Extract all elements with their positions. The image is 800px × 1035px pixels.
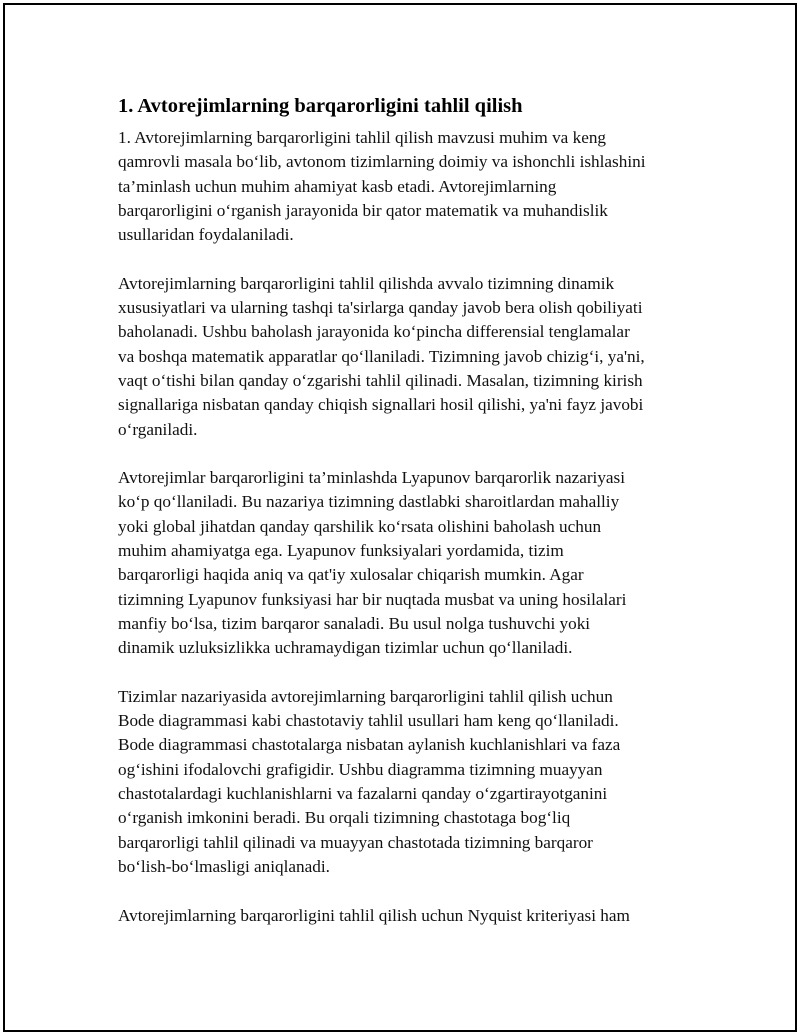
text-line: baholanadi. Ushbu baholash jarayonida ko‘pincha differensial tenglamalar [118, 322, 630, 342]
text-line: va boshqa matematik apparatlar qo‘llaniladi. Tizimning javob chizig‘i, ya'ni, [118, 346, 645, 366]
text-line: vaqt o‘tishi bilan qanday o‘zgarishi tahlil qilinadi. Masalan, tizimning kirish [118, 370, 643, 390]
text-line: usullaridan foydalaniladi. [118, 225, 294, 245]
text-line: Avtorejimlarning barqarorligini tahlil qilish uchun Nyquist kriteriyasi ham [118, 905, 630, 925]
text-line: Tizimlar nazariyasida avtorejimlarning barqarorligini tahlil qilish uchun [118, 686, 613, 706]
text-line: o‘rganiladi. [118, 419, 198, 439]
document-body [118, 92, 698, 952]
text-line: xususiyatlari va ularning tashqi ta'sirlarga qanday javob bera olish qobiliyati [118, 298, 643, 318]
paragraph-2 [118, 272, 698, 442]
paragraph-1 [118, 126, 698, 247]
paragraph-3 [118, 466, 698, 660]
document-heading: 1. Avtorejimlarning barqarorligini tahlil qilish [118, 95, 523, 117]
text-line: barqarorligini o‘rganish jarayonida bir qator matematik va muhandislik [118, 200, 608, 220]
text-line: ta’minlash uchun muhim ahamiyat kasb etadi. Avtorejimlarning [118, 176, 557, 196]
text-line: Avtorejimlar barqarorligini ta’minlashda Lyapunov barqarorlik nazariyasi [118, 468, 626, 488]
text-line: og‘ishini ifodalovchi grafigidir. Ushbu diagramma tizimning muayyan [118, 759, 603, 779]
text-line: o‘rganish imkonini beradi. Bu orqali tizimning chastotaga bog‘liq [118, 808, 571, 828]
text-line: muhim ahamiyatga ega. Lyapunov funksiyalari yordamida, tizim [118, 541, 564, 561]
text-line: dinamik uzluksizlikka uchramaydigan tizimlar uchun qo‘llaniladi. [118, 638, 573, 658]
text-line: manfiy bo‘lsa, tizim barqaror sanaladi. Bu usul nolga tushuvchi yoki [118, 613, 591, 633]
text-line: chastotalardagi kuchlanishlarni va fazalarni qanday o‘zgartirayotganini [118, 784, 608, 804]
text-line: tizimning Lyapunov funksiyasi har bir nuqtada musbat va uning hosilalari [118, 589, 627, 609]
text-line: Avtorejimlarning barqarorligini tahlil qilishda avvalo tizimning dinamik [118, 273, 615, 293]
text-line: 1. Avtorejimlarning barqarorligini tahlil qilish mavzusi muhim va keng [118, 128, 607, 147]
text-line: signallariga nisbatan qanday chiqish signallari hosil qilishi, ya'ni fayz javobi [118, 395, 644, 415]
text-line: yoki global jihatdan qanday qarshilik ko‘rsata olishini baholash uchun [118, 516, 602, 536]
text-line: bo‘lish-bo‘lmasligi aniqlanadi. [118, 856, 330, 876]
text-line: ko‘p qo‘llaniladi. Bu nazariya tizimning dastlabki sharoitlardan mahalliy [118, 492, 620, 512]
text-line: Bode diagrammasi chastotalarga nisbatan aylanish kuchlanishlari va faza [118, 735, 621, 755]
text-line: barqarorligi haqida aniq va qat'iy xulosalar chiqarish mumkin. Agar [118, 565, 584, 585]
text-line: Bode diagrammasi kabi chastotaviy tahlil usullari ham keng qo‘llaniladi. [118, 711, 619, 731]
text-line: barqarorligi tahlil qilinadi va muayyan chastotada tizimning barqaror [118, 832, 593, 852]
text-line: qamrovli masala bo‘lib, avtonom tizimlarning doimiy va ishonchli ishlashini [118, 152, 646, 172]
paragraph-5 [118, 904, 698, 928]
paragraph-4 [118, 685, 698, 879]
